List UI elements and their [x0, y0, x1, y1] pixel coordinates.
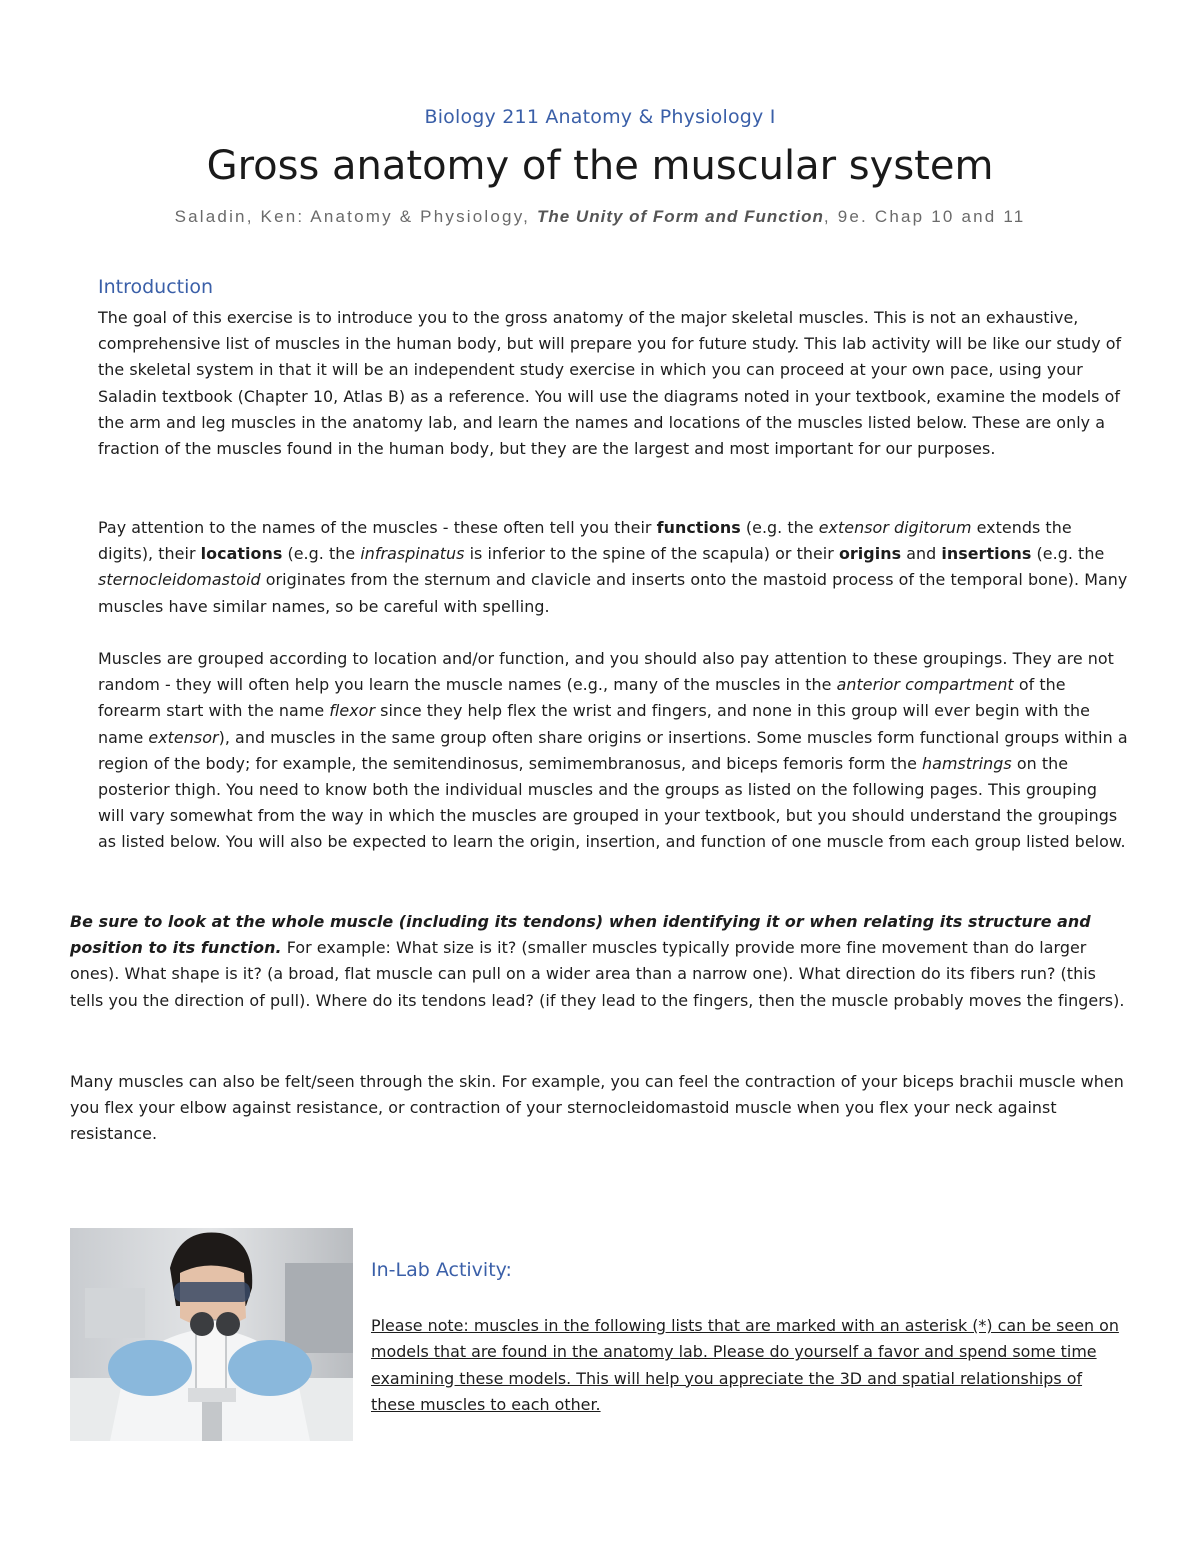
- in-lab-activity-heading: In-Lab Activity:: [371, 1259, 512, 1281]
- text-run: is inferior to the spine of the scapula) or their: [464, 544, 839, 564]
- text-run: on the posterior thigh. You need to know both the individual muscles and the groups as listed on the following pages. This grouping will vary somewhat from the way in which the muscles are grouped in your textbook, but you should understand the groupings as listed below. You will also be expected to learn the origin, insertion, and function of one muscle from each group listed below.: [98, 753, 1126, 852]
- intro-paragraph-2: [98, 515, 1128, 620]
- course-name: Biology 211 Anatomy & Physiology I: [424, 106, 776, 128]
- text-run: ), and muscles in the same group often share origins or insertions. Some muscles form functional groups within a region of the body; for example, the semitendinosus, semimembranosus, and biceps femoris form the: [98, 727, 1128, 773]
- italic-term: anterior compartment: [836, 675, 1014, 695]
- text-run: (e.g. the: [1031, 544, 1105, 564]
- text-run: extends the digits), their: [98, 518, 1072, 564]
- bold-term: insertions: [941, 544, 1032, 564]
- emphasis-sentence: Be sure to look at the whole muscle (including its tendons) when identifying it or when relating its structure and position to its function.: [70, 912, 1091, 958]
- textbook-citation: [0, 207, 1200, 227]
- intro-paragraph-5: Many muscles can also be felt/seen through the skin. For example, you can feel the contraction of your biceps brachii muscle when you flex your elbow against resistance, or contraction of your sternocleidomastoid muscle when you flex your neck against resistance.: [70, 1072, 1124, 1144]
- italic-term: infraspinatus: [360, 544, 465, 564]
- citation-suffix: , 9e. Chap 10 and 11: [823, 207, 1026, 226]
- text-run: originates from the sternum and clavicle and inserts onto the mastoid process of the temporal bone). Many muscles have similar names, so be careful with spelling.: [98, 570, 1128, 616]
- page-title: Gross anatomy of the muscular system: [206, 143, 994, 189]
- italic-term: extensor digitorum: [818, 518, 972, 537]
- text-run: Pay attention to the names of the muscles - these often tell you their: [98, 518, 657, 537]
- intro-paragraph-4: [70, 909, 1128, 1014]
- citation-prefix: Saladin, Ken: Anatomy & Physiology,: [174, 207, 537, 226]
- text-run: (e.g. the: [282, 544, 361, 564]
- text-run: of the forearm start with the name: [98, 675, 1066, 721]
- italic-term: extensor: [148, 727, 219, 747]
- intro-paragraph-3: [98, 646, 1128, 856]
- bold-term: functions: [656, 518, 741, 537]
- italic-term: hamstrings: [922, 753, 1012, 773]
- citation-book-title: The Unity of Form and Function: [536, 207, 824, 226]
- text-run: For example: What size is it? (smaller muscles typically provide more fine movement than do larger ones). What shape is it? (a broad, flat muscle can pull on a wider area than a narrow one). What direction do its fibers run? (this tells you the direction of pull). Where do its tendons lead? (if they lead to the fingers, then the muscle probably moves the fingers).: [70, 938, 1125, 1010]
- scientist-microscope-image: [70, 1228, 353, 1441]
- text-run: and: [901, 544, 942, 564]
- bold-term: origins: [838, 544, 902, 564]
- introduction-heading: Introduction: [98, 276, 214, 298]
- italic-term: sternocleidomastoid: [98, 570, 261, 590]
- italic-term: flexor: [329, 701, 376, 721]
- bold-term: locations: [200, 544, 283, 564]
- lab-note: Please note: muscles in the following lists that are marked with an asterisk (*) can be seen on models that are found in the anatomy lab. Please do yourself a favor and spend some time examining these models. This will help you appreciate the 3D and spatial relationships of these muscles to each other.: [371, 1316, 1119, 1414]
- text-run: (e.g. the: [740, 518, 819, 537]
- text-run: Muscles are grouped according to location and/or function, and you should also pay attention to these groupings. They are not random - they will often help you learn the muscle names (e.g., many of the muscles in the: [98, 649, 1114, 695]
- microscope-photo: [70, 1228, 353, 1441]
- intro-paragraph-1: The goal of this exercise is to introduce you to the gross anatomy of the major skeletal muscles. This is not an exhaustive, comprehensive list of muscles in the human body, but will prepare you for future study. This lab activity will be like our study of the skeletal system in that it will be an independent study exercise in which you can proceed at your own pace, using your Saladin textbook (Chapter 10, Atlas B) as a reference. You will use the diagrams noted in your textbook, examine the models of the arm and leg muscles in the anatomy lab, and learn the names and locations of the muscles listed below. These are only a fraction of the muscles found in the human body, but they are the largest and most important for our purposes.: [98, 308, 1122, 459]
- text-run: since they help flex the wrist and fingers, and none in this group will ever begin with the name: [98, 701, 1090, 747]
